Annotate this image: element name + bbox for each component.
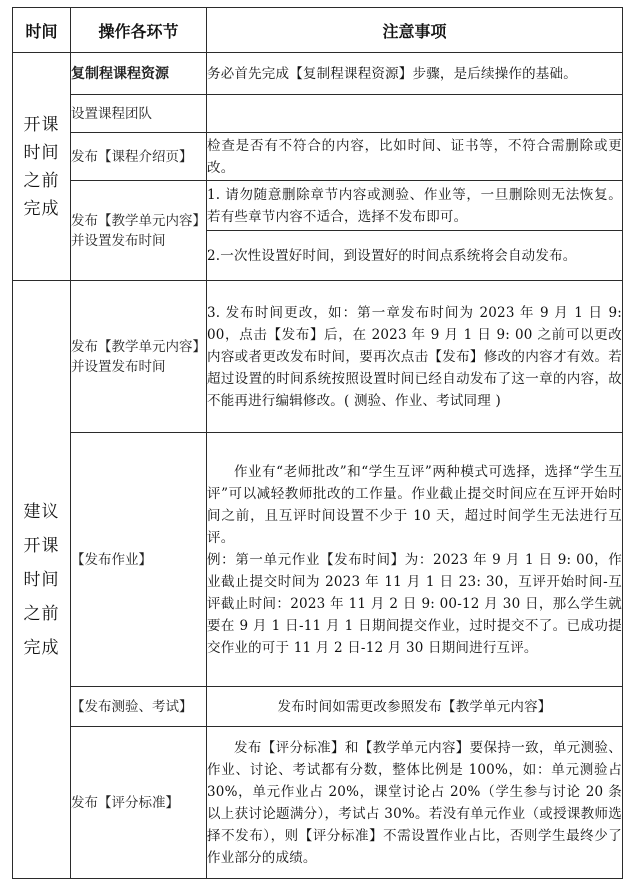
table-row [13, 95, 623, 133]
table-row [13, 687, 623, 727]
time-line: 之前 [23, 603, 60, 624]
note-publish-homework [207, 433, 623, 687]
operations-table [12, 7, 623, 879]
note-publish-grading [207, 727, 623, 879]
table-row [13, 727, 623, 879]
step-publish-units: 发布【教学单元内容】并设置发布时间 [71, 181, 207, 281]
step-publish-grading: 发布【评分标准】 [71, 727, 207, 879]
time-line: 之前 [23, 170, 60, 191]
time-cell-suggested [13, 281, 71, 879]
note-publish-units-1: 1. 请勿随意删除章节内容或测验、作业等，一旦删除则无法恢复。若有些章节内容不适合，选择不发布即可。 [207, 181, 623, 231]
table-row [13, 53, 623, 95]
table-header-row [13, 8, 623, 53]
time-line: 建议 [23, 501, 60, 522]
step-publish-quiz-exam: 【发布测验、考试】 [71, 687, 207, 727]
note-publish-quiz-exam: 发布时间如需更改参照发布【教学单元内容】 [207, 687, 623, 727]
table-row [13, 181, 623, 231]
step-publish-units-time: 发布【教学单元内容】并设置发布时间 [71, 281, 207, 433]
table-row [13, 281, 623, 433]
time-line: 开课 [23, 114, 60, 135]
time-cell-before-start [13, 53, 71, 281]
step-publish-homework: 【发布作业】 [71, 433, 207, 687]
note-homework-example: 例：第一单元作业【发布时间】为：2023 年 9 月 1 日 9: 00，作业截止提交时间为 2023 年 11 月 1 日 23: 30，互评开始时间-互评截止时间：2023 年 11 月 2 日 9: 00-12 月 30 日，那么学生就要在 9 月 1 日-11 月 1 日期间提交作业，过时提交不了。已成功提交作业的可于 11 月 2 日-12 月 30 日期间进行互评。 [207, 551, 622, 656]
step-course-team: 设置课程团队 [71, 95, 207, 133]
header-step: 操作各环节 [71, 8, 207, 53]
note-publish-units-2: 2.一次性设置好时间，到设置好的时间点系统将会自动发布。 [207, 231, 623, 281]
step-course-intro: 发布【课程介绍页】 [71, 133, 207, 181]
time-line: 完成 [23, 637, 60, 658]
note-copy-resources: 务必首先完成【复制程课程资源】步骤，是后续操作的基础。 [207, 53, 623, 95]
table-row [13, 133, 623, 181]
time-line: 时间 [23, 569, 60, 590]
note-course-intro: 检查是否有不符合的内容，比如时间、证书等，不符合需删除或更改。 [207, 133, 623, 181]
time-line: 完成 [23, 198, 60, 219]
time-line: 开课 [23, 535, 60, 556]
note-homework-mode: 作业有“老师批改”和“学生互评”两种模式可选择，选择“学生互评”可以减轻教师批改的工作量。作业截止提交时间应在互评开始时间之前，且互评时间设置不少于 10 天，超过时间学生无法进行互评。 [207, 463, 622, 546]
header-note: 注意事项 [207, 8, 623, 53]
note-course-team [207, 95, 623, 133]
note-publish-time-change: 3. 发布时间更改，如：第一章发布时间为 2023 年 9 月 1 日 9: 00，点击【发布】后，在 2023 年 9 月 1 日 9: 00 之前可以更改内容或者更改发布时间，要再次点击【发布】修改的内容才有效。若超过设置的时间系统按照设置时间已经自动发布了这一章的内容，故不能再进行编辑修改。( 测验、作业、考试同理 ) [207, 281, 623, 433]
table-row [13, 433, 623, 687]
note-grading-text: 发布【评分标准】和【教学单元内容】要保持一致，单元测验、作业、讨论、考试都有分数，整体比例是 100%，如：单元测验占 30%，单元作业占 20%，课堂讨论占 20%（学生参与讨论 20 条以上获讨论题满分），考试占 30%。若没有单元作业（或授课教师选择不发布），则【评分标准】不需设置作业占比，否则学生最终少了作业部分的成绩。 [207, 739, 622, 866]
step-copy-resources: 复制程课程资源 [71, 53, 207, 95]
time-line: 时间 [23, 142, 60, 163]
header-time: 时间 [13, 8, 71, 53]
